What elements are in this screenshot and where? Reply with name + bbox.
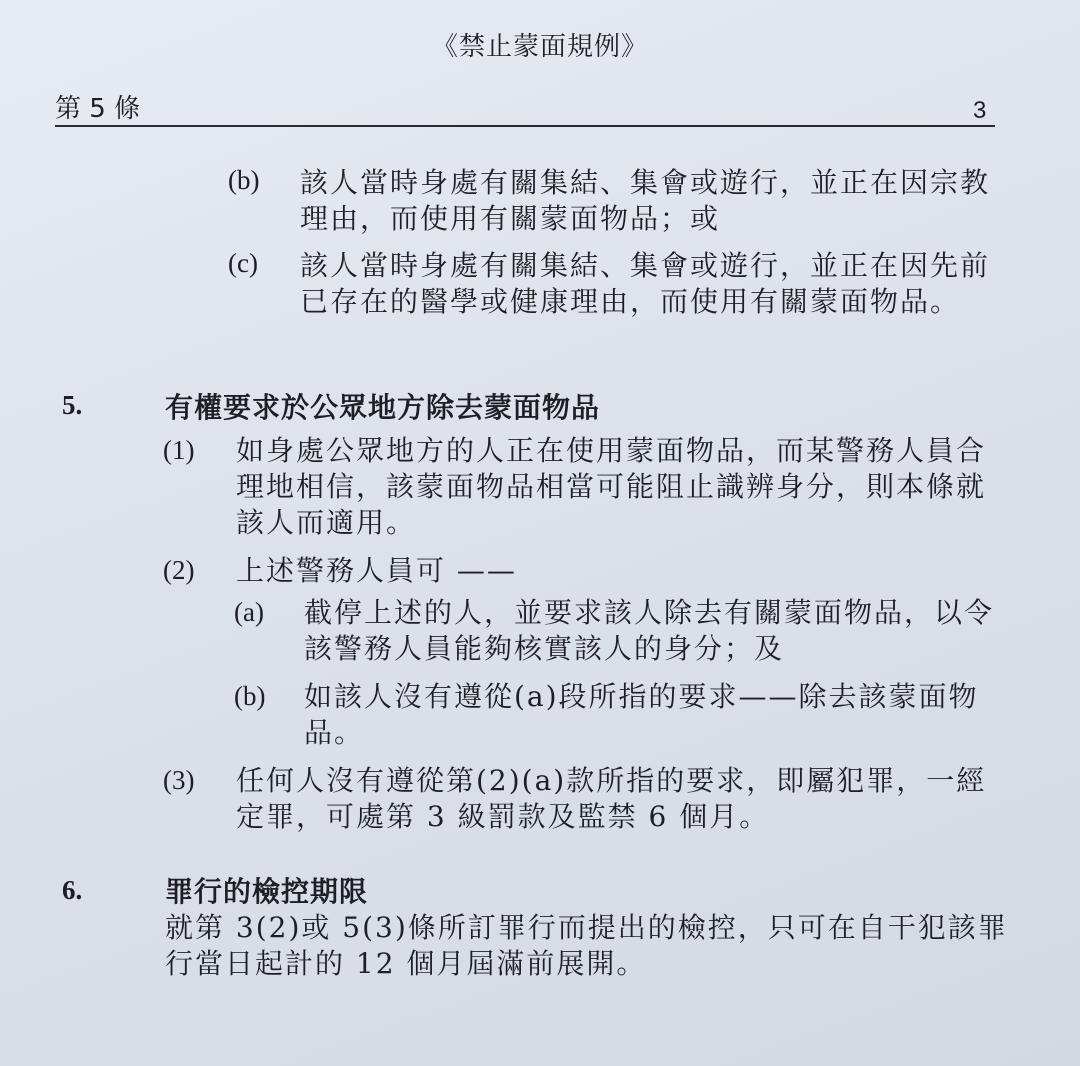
subsection-3-text: 任何人沒有遵從第(2)(a)款所指的要求，即屬犯罪，一經定罪，可處第 3 級罰款及監禁 6 個月。 (236, 764, 987, 833)
regulation-title: 《禁止蒙面規例》 (431, 32, 648, 62)
section-6-text: 就第 3(2)或 5(3)條所訂罪行而提出的檢控，只可在自干犯該罪行當日起計的 12 個月屆滿前展開。 (165, 911, 1008, 980)
subsection-2-text: 上述警務人員可 —— (236, 554, 517, 587)
section-6-number: 6. (62, 875, 83, 905)
subsection-3-marker: (3) (163, 765, 195, 795)
paragraph-b-text: 如該人沒有遵從(a)段所指的要求——除去該蒙面物品。 (304, 680, 979, 749)
item-marker-b: (b) (228, 165, 260, 195)
subsection-1-text: 如身處公眾地方的人正在使用蒙面物品，而某警務人員合理地相信，該蒙面物品相當可能阻止識辨身分，則本條就該人而適用。 (236, 434, 987, 539)
paragraph-a-marker: (a) (234, 597, 264, 627)
subsection-1-marker: (1) (163, 435, 195, 465)
section-5-title: 有權要求於公眾地方除去蒙面物品 (165, 391, 601, 424)
section-reference: 第 5 條 (55, 94, 141, 124)
item-text-c: 該人當時身處有關集結、集會或遊行，並正在因先前已存在的醫學或健康理由，而使用有關蒙面物品。 (300, 249, 991, 318)
section-6-title: 罪行的檢控期限 (165, 875, 369, 908)
subsection-2-marker: (2) (163, 555, 195, 585)
paragraph-a-text: 截停上述的人，並要求該人除去有關蒙面物品，以令該警務人員能夠核實該人的身分；及 (304, 596, 995, 665)
paragraph-b-marker: (b) (234, 681, 266, 711)
item-text-b: 該人當時身處有關集結、集會或遊行，並正在因宗教理由，而使用有關蒙面物品；或 (300, 166, 991, 235)
header-rule (55, 125, 995, 127)
section-5-number: 5. (62, 390, 83, 420)
page-number: 3 (973, 97, 987, 124)
item-marker-c: (c) (228, 248, 258, 278)
